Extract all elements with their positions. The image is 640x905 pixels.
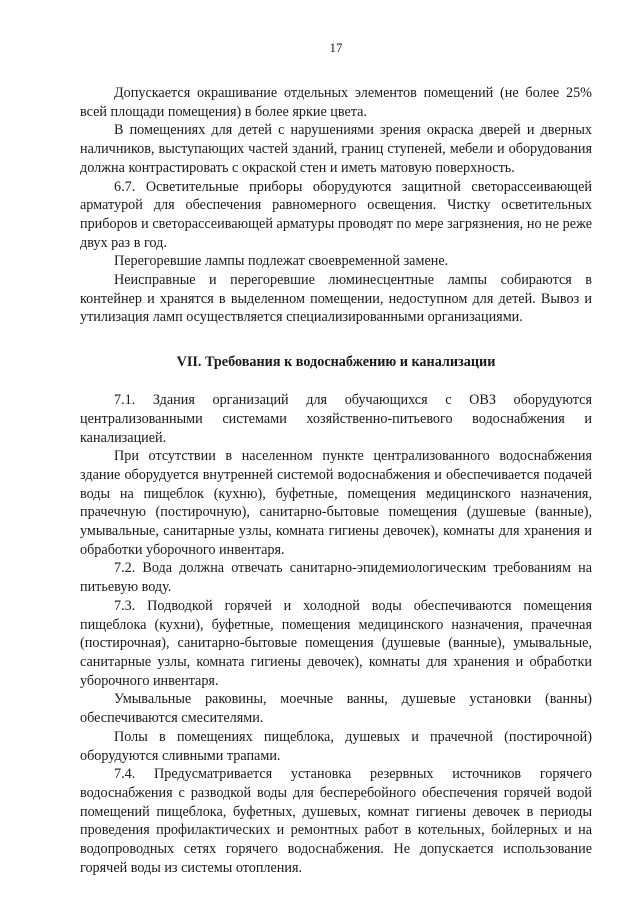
paragraph-7-1: 7.1. Здания организаций для обучающихся с ОВЗ оборудуются централизованными системами хозяйственно-питьевого водоснабжения и канализацией. xyxy=(80,392,592,446)
paragraph-6-7-lighting: 6.7. Осветительные приборы оборудуются защитной светорассеивающей арматурой для обеспечения равномерного освещения. Чистку осветительных приборов и светорассеивающей арматуры проводят по мере загрязнения, но не реже двух раз в год. xyxy=(80,178,592,251)
paragraph-lamp-replacement: Перегоревшие лампы подлежат своевременной замене. xyxy=(114,253,449,270)
paragraph-lamp-disposal: Неисправные и перегоревшие люминесцентные лампы собираются в контейнер и хранятся в выделенном помещении, недоступном для детей. Вывоз и утилизация ламп осуществляется специализированными организациями. xyxy=(80,272,592,326)
paragraph-7-3: 7.3. Подводкой горячей и холодной воды обеспечиваются помещения пищеблока (кухни), буфетные, помещения медицинского назначения, прачечная (постирочная), санитарно-бытовые помещения (душевые (ванные), умывальные, санитарные узлы, комната гигиены девочек), комнаты для хранения и обработки уборочного инвентаря. xyxy=(80,597,592,689)
paragraph-coloring: Допускается окрашивание отдельных элементов помещений (не более 25% всей площади помещения) в более яркие цвета. xyxy=(80,85,592,120)
paragraph-visual-impairment-coloring: В помещениях для детей с нарушениями зрения окраска дверей и дверных наличников, выступающих частей зданий, границ ступеней, мебели и оборудования должна контрастировать с окраской стен и иметь матовую поверхность. xyxy=(80,122,592,176)
paragraph-mixers: Умывальные раковины, моечные ванны, душевые установки (ванны) обеспечиваются смесителями. xyxy=(80,691,592,727)
page-number: 17 xyxy=(329,40,343,55)
paragraph-no-central-water: При отсутствии в населенном пункте централизованного водоснабжения здание оборудуется внутренней системой водоснабжения и обеспечивается подачей воды на пищеблок (кухню), буфетные, помещения медицинского назначения, прачечную (постирочную), санитарно-бытовые помещения (душевые (ванные), умывальные, санитарные узлы, комната гигиены девочек), комнаты для хранения и обработки уборочного инвентаря. xyxy=(80,448,592,558)
paragraph-drains: Полы в помещениях пищеблока, душевых и прачечной (постирочной) оборудуются сливными трапами. xyxy=(80,728,592,764)
paragraph-7-4: 7.4. Предусматривается установка резервных источников горячего водоснабжения с разводкой воды для бесперебойного обеспечения горячей водой помещений пищеблока, буфетных, душевых, комнат гигиены девочек в периоды проведения профилактических и ремонтных работ в котельных, бойлерных и на водопроводных сетях горячего водоснабжения. Не допускается использование горячей воды из системы отопления. xyxy=(80,766,592,876)
document-page xyxy=(80,40,592,877)
section-heading: VII. Требования к водоснабжению и канализации xyxy=(176,354,496,371)
paragraph-7-2: 7.2. Вода должна отвечать санитарно-эпидемиологическим требованиям на питьевую воду. xyxy=(80,560,592,596)
